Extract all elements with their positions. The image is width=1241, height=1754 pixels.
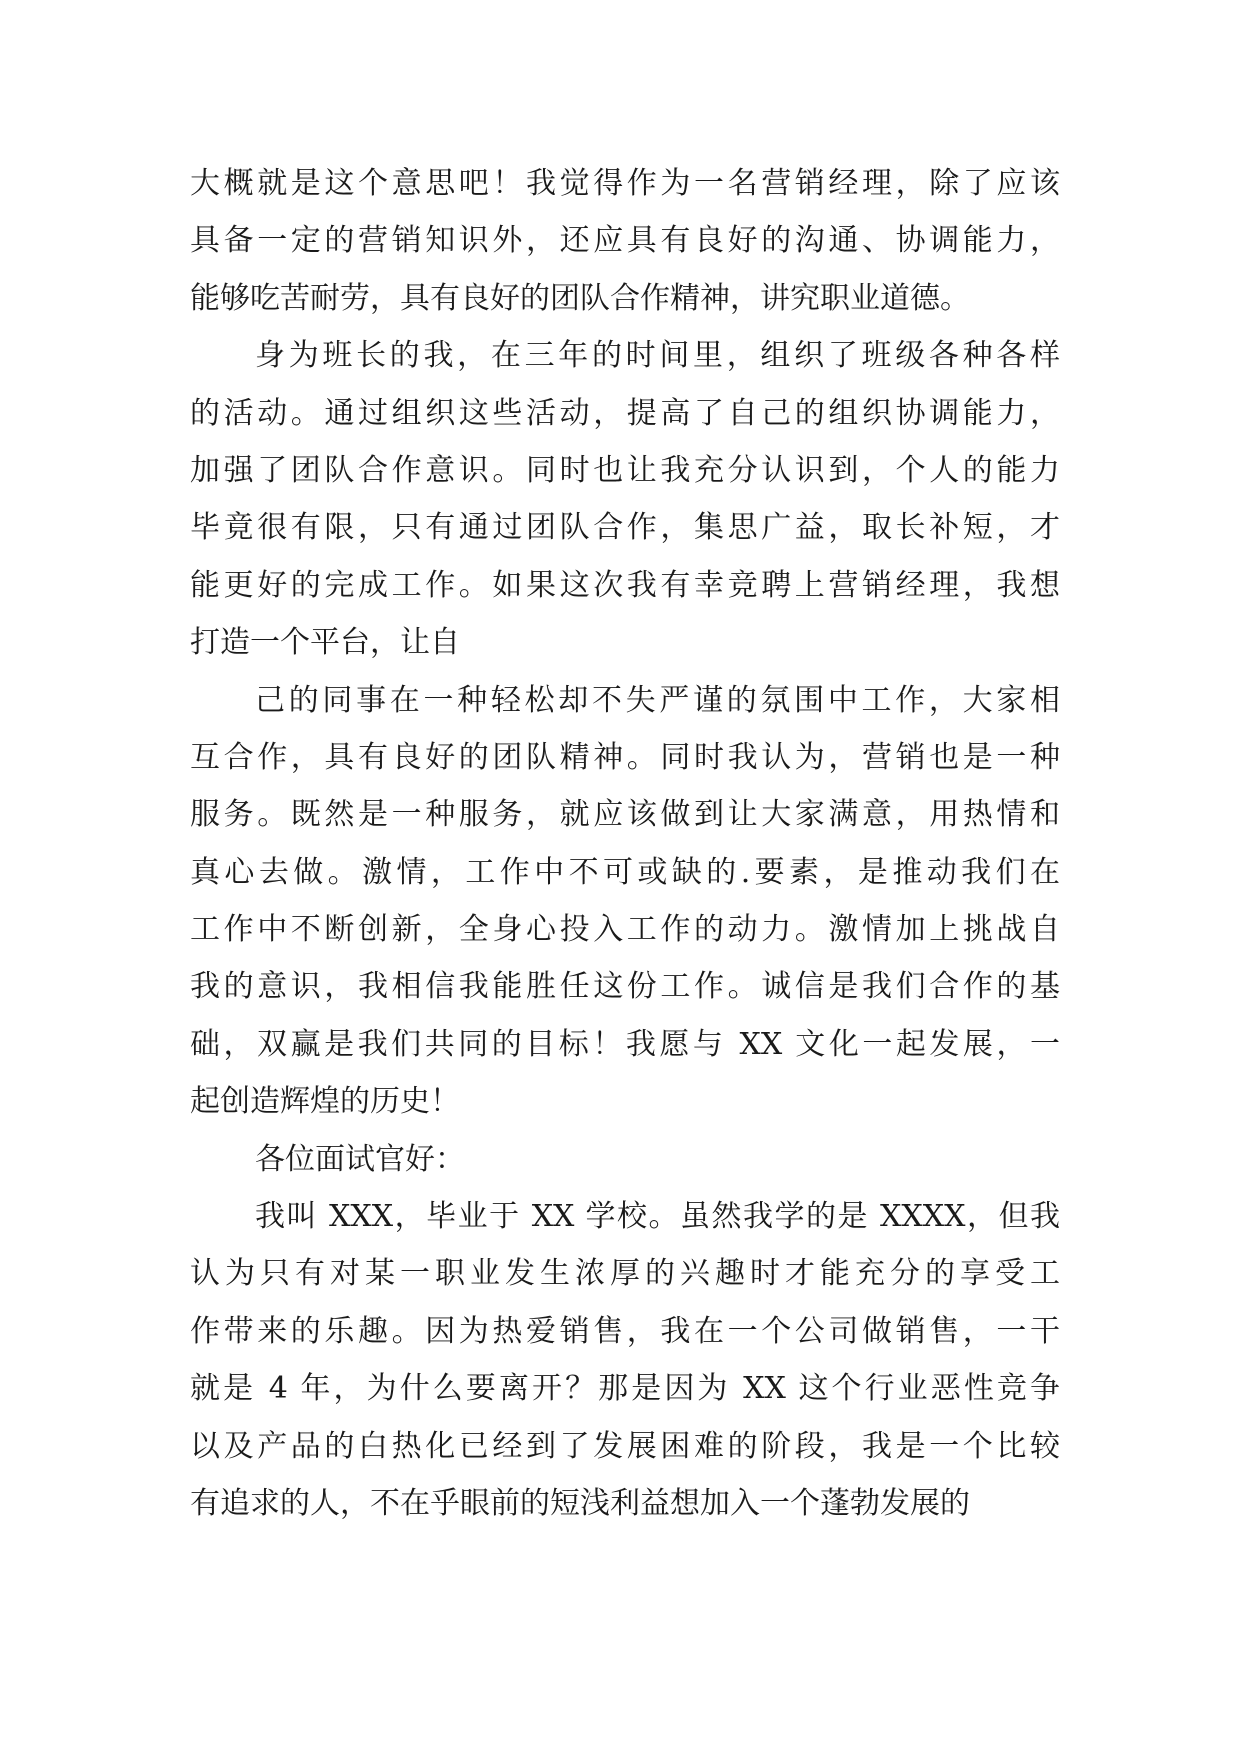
text-line: 能够吃苦耐劳，具有良好的团队合作精神，讲究职业道德。 [190, 280, 970, 316]
paragraph [190, 327, 1060, 671]
paragraph [190, 672, 1060, 1131]
text-line: 有追求的人，不在乎眼前的短浅利益想加入一个蓬勃发展的 [190, 1485, 970, 1521]
text-line: 加强了团队合作意识。同时也让我充分认识到，个人的能力 [190, 452, 1060, 488]
text-line: 真心去做。激情，工作中不可或缺的.要素，是推动我们在 [190, 854, 1060, 890]
paragraph [190, 155, 1060, 327]
text-line: 作带来的乐趣。因为热爱销售，我在一个公司做销售，一干 [190, 1313, 1060, 1349]
text-line: 础，双赢是我们共同的目标！我愿与 XX 文化一起发展，一 [190, 1026, 1060, 1062]
text-line: 的活动。通过组织这些活动，提高了自己的组织协调能力， [190, 395, 1060, 431]
text-line: 各位面试官好： [255, 1141, 465, 1177]
text-line: 己的同事在一种轻松却不失严谨的氛围中工作，大家相 [255, 682, 1060, 718]
text-line: 具备一定的营销知识外，还应具有良好的沟通、协调能力， [190, 223, 1060, 259]
paragraph [190, 1188, 1060, 1532]
paragraph [190, 1131, 1060, 1188]
text-line: 大概就是这个意思吧！我觉得作为一名营销经理，除了应该 [190, 166, 1060, 201]
text-line: 毕竟很有限，只有通过团队合作，集思广益，取长补短，才 [190, 510, 1060, 546]
text-line: 打造一个平台，让自 [190, 625, 460, 661]
text-line: 能更好的完成工作。如果这次我有幸竞聘上营销经理，我想 [190, 567, 1060, 603]
text-line: 起创造辉煌的历史！ [190, 1084, 460, 1120]
text-line: 身为班长的我，在三年的时间里，组织了班级各种各样 [255, 338, 1060, 374]
text-line: 我的意识，我相信我能胜任这份工作。诚信是我们合作的基 [190, 969, 1060, 1005]
text-line: 我叫 XXX，毕业于 XX 学校。虽然我学的是 XXXX，但我 [255, 1199, 1060, 1235]
text-line: 以及产品的白热化已经到了发展困难的阶段，我是一个比较 [190, 1428, 1060, 1464]
text-line: 就是 4 年，为什么要离开？那是因为 XX 这个行业恶性竞争 [190, 1371, 1060, 1407]
document-body [190, 155, 1060, 1532]
text-line: 互合作，具有良好的团队精神。同时我认为，营销也是一种 [190, 739, 1060, 775]
text-line: 服务。既然是一种服务，就应该做到让大家满意，用热情和 [190, 797, 1060, 833]
text-line: 认为只有对某一职业发生浓厚的兴趣时才能充分的享受工 [190, 1256, 1060, 1292]
text-line: 工作中不断创新，全身心投入工作的动力。激情加上挑战自 [190, 912, 1060, 948]
